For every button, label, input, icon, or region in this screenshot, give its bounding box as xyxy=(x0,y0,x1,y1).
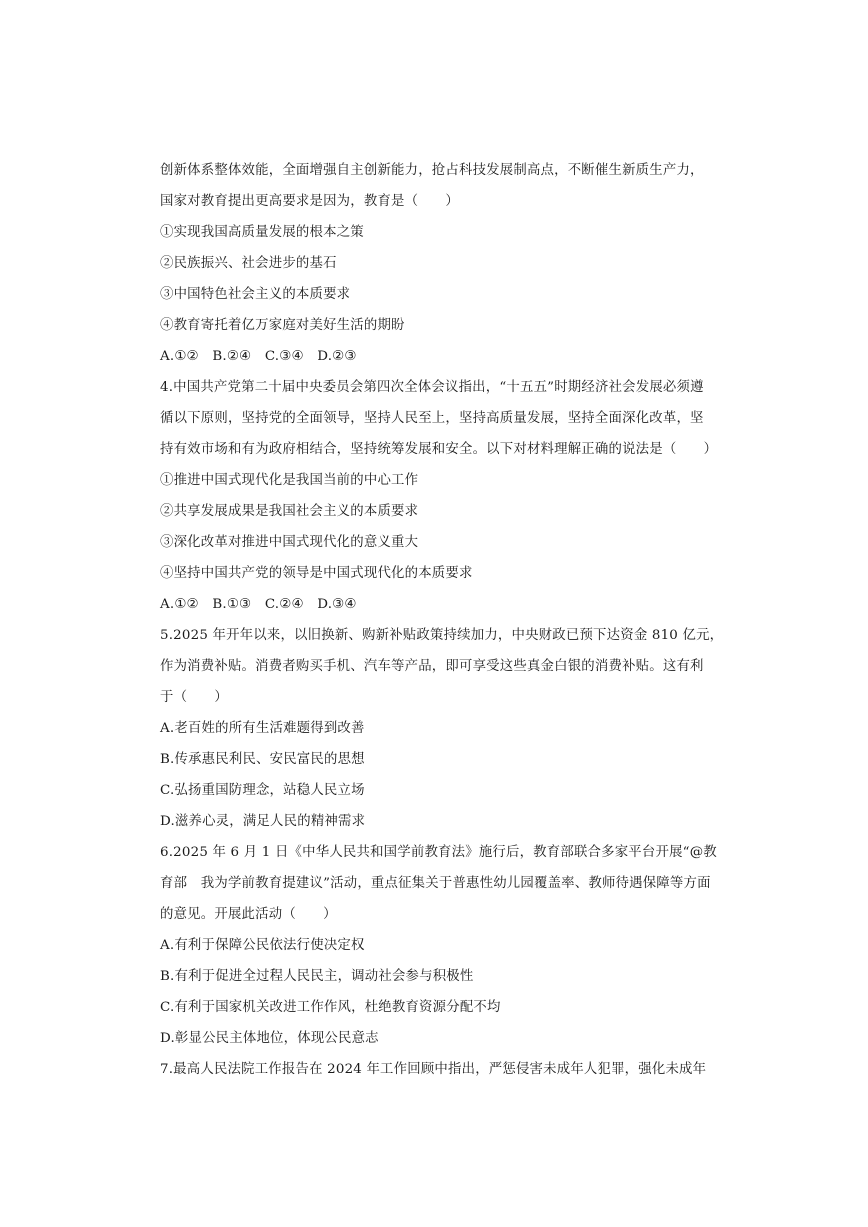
question-4-line-2: 循以下原则，坚持党的全面领导，坚持人民至上，坚持高质量发展，坚持全面深化改革，坚 xyxy=(160,411,704,426)
option-a: A.有利于保障公民依法行使决定权 xyxy=(160,938,365,953)
statement-1: ①推进中国式现代化是我国当前的中心工作 xyxy=(160,473,419,488)
question-4-line-1: 4.中国共产党第二十届中央委员会第四次全体会议指出，“十五五”时期经济社会发展必须遵 xyxy=(160,380,704,395)
option-c: C.弘扬重国防理念，站稳人民立场 xyxy=(160,783,365,798)
answer-options: A.①② B.①③ C.②④ D.③④ xyxy=(160,597,357,612)
question-6-line-1: 6.2025 年 6 月 1 日《中华人民共和国学前教育法》施行后，教育部联合多家平台开展“@教 xyxy=(160,845,717,860)
option-c: C.有利于国家机关改进工作作风，杜绝教育资源分配不均 xyxy=(160,1000,501,1015)
option-d: D.彰显公民主体地位，体现公民意志 xyxy=(160,1031,379,1046)
option-b: B.有利于促进全过程人民民主，调动社会参与积极性 xyxy=(160,969,474,984)
statement-2: ②共享发展成果是我国社会主义的本质要求 xyxy=(160,504,419,519)
answer-options: A.①② B.②④ C.③④ D.②③ xyxy=(160,349,357,364)
option-d: D.滋养心灵，满足人民的精神需求 xyxy=(160,814,366,829)
statement-3: ③中国特色社会主义的本质要求 xyxy=(160,287,351,302)
statement-4: ④教育寄托着亿万家庭对美好生活的期盼 xyxy=(160,318,405,333)
statement-3: ③深化改革对推进中国式现代化的意义重大 xyxy=(160,535,419,550)
question-5-line-1: 5.2025 年开年以来，以旧换新、购新补贴政策持续加力，中央财政已预下达资金 810 亿元， xyxy=(160,628,724,643)
statement-2: ②民族振兴、社会进步的基石 xyxy=(160,256,337,271)
option-a: A.老百姓的所有生活难题得到改善 xyxy=(160,721,365,736)
question-7-line-1: 7.最高人民法院工作报告在 2024 年工作回顾中指出，严惩侵害未成年人犯罪，强化未成年 xyxy=(160,1062,707,1077)
statement-4: ④坚持中国共产党的领导是中国式现代化的本质要求 xyxy=(160,566,473,581)
question-6-line-2: 育部 我为学前教育提建议”活动，重点征集关于普惠性幼儿园覆盖率、教师待遇保障等方面 xyxy=(160,876,711,891)
option-b: B.传承惠民利民、安民富民的思想 xyxy=(160,752,365,767)
question-4-line-3: 持有效市场和有为政府相结合，坚持统筹发展和安全。以下对材料理解正确的说法是（ ） xyxy=(160,442,718,457)
question-5-line-2: 作为消费补贴。消费者购买手机、汽车等产品，即可享受这些真金白银的消费补贴。这有利 xyxy=(160,659,704,674)
question-5-line-3: 于（ ） xyxy=(160,690,228,705)
statement-1: ①实现我国高质量发展的根本之策 xyxy=(160,225,364,240)
question-stem-line: 国家对教育提出更高要求是因为，教育是（ ） xyxy=(160,194,459,209)
text-line: 创新体系整体效能，全面增强自主创新能力，抢占科技发展制高点，不断催生新质生产力， xyxy=(160,163,704,178)
document-body xyxy=(160,155,724,1085)
question-6-line-3: 的意见。开展此活动（ ） xyxy=(160,907,337,922)
